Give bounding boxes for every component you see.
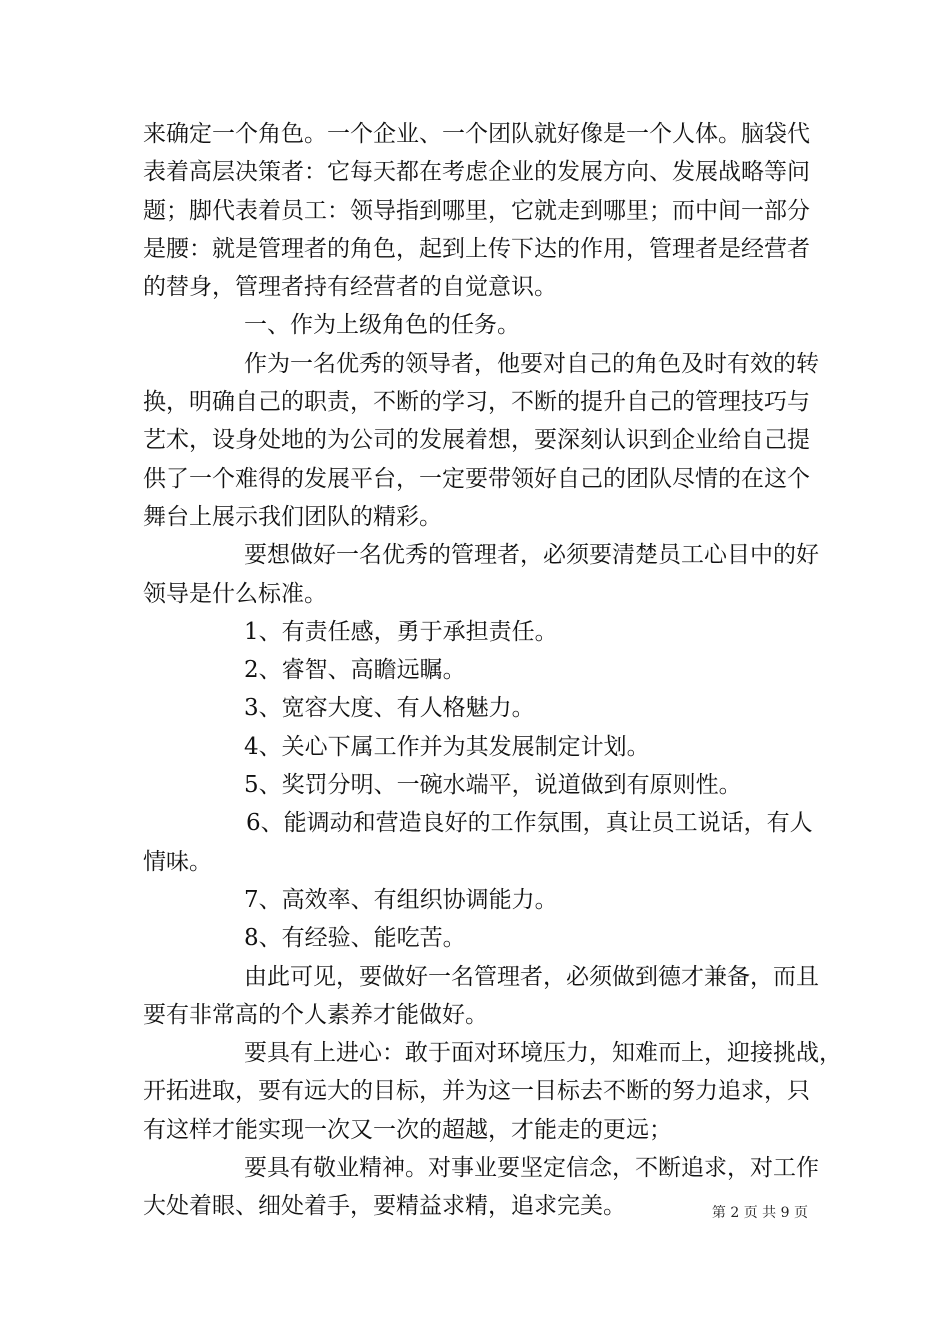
paragraph-start: 作为一名优秀的领导者，他要对自己的角色及时有效的转	[244, 350, 819, 377]
text-line: 情味。	[143, 848, 212, 875]
list-item: 2、睿智、高瞻远瞩。	[244, 657, 466, 684]
document-body	[143, 115, 842, 1226]
text-line: 要有非常高的个人素养才能做好。	[143, 1001, 488, 1028]
paragraph-start: 要具有上进心：敢于面对环境压力，知难而上，迎接挑战，	[244, 1040, 842, 1067]
text-line: 的替身，管理者持有经营者的自觉意识。	[143, 274, 557, 301]
text-line: 题；脚代表着员工：领导指到哪里，它就走到哪里；而中间一部分	[143, 197, 810, 224]
paragraph-start: 要想做好一名优秀的管理者，必须要清楚员工心目中的好	[244, 542, 819, 569]
text-line: 是腰：就是管理者的角色，起到上传下达的作用，管理者是经营者	[143, 235, 810, 262]
text-line: 大处着眼、细处着手，要精益求精，追求完美。	[143, 1193, 626, 1220]
text-line: 表着高层决策者：它每天都在考虑企业的发展方向、发展战略等问	[143, 159, 810, 186]
text-line: 艺术，设身处地的为公司的发展着想，要深刻认识到企业给自己提	[143, 427, 810, 454]
text-line: 有这样才能实现一次又一次的超越，才能走的更远；	[143, 1116, 672, 1143]
list-item: 7、高效率、有组织协调能力。	[244, 886, 558, 913]
text-line: 舞台上展示我们团队的精彩。	[143, 503, 442, 530]
paragraph-start: 由此可见，要做好一名管理者，必须做到德才兼备，而且	[244, 963, 819, 990]
text-line: 换，明确自己的职责，不断的学习，不断的提升自己的管理技巧与	[143, 389, 810, 416]
list-item: 1、有责任感，勇于承担责任。	[244, 618, 558, 645]
list-item: 6、能调动和营造良好的工作氛围，真让员工说话，有人	[246, 810, 813, 837]
list-item: 3、宽容大度、有人格魅力。	[244, 695, 535, 722]
list-item: 4、关心下属工作并为其发展制定计划。	[244, 733, 650, 760]
text-line: 供了一个难得的发展平台，一定要带领好自己的团队尽情的在这个	[143, 465, 810, 492]
text-line: 来确定一个角色。一个企业、一个团队就好像是一个人体。脑袋代	[143, 121, 810, 147]
text-line: 开拓进取，要有远大的目标，并为这一目标去不断的努力追求，只	[143, 1078, 810, 1105]
section-heading: 一、作为上级角色的任务。	[244, 312, 520, 339]
list-item: 5、奖罚分明、一碗水端平，说道做到有原则性。	[244, 772, 742, 799]
page-number: 第 2 页 共 9 页	[711, 1205, 808, 1221]
text-line: 领导是什么标准。	[143, 580, 327, 607]
list-item: 8、有经验、能吃苦。	[244, 925, 466, 952]
paragraph-start: 要具有敬业精神。对事业要坚定信念，不断追求，对工作	[244, 1155, 819, 1182]
